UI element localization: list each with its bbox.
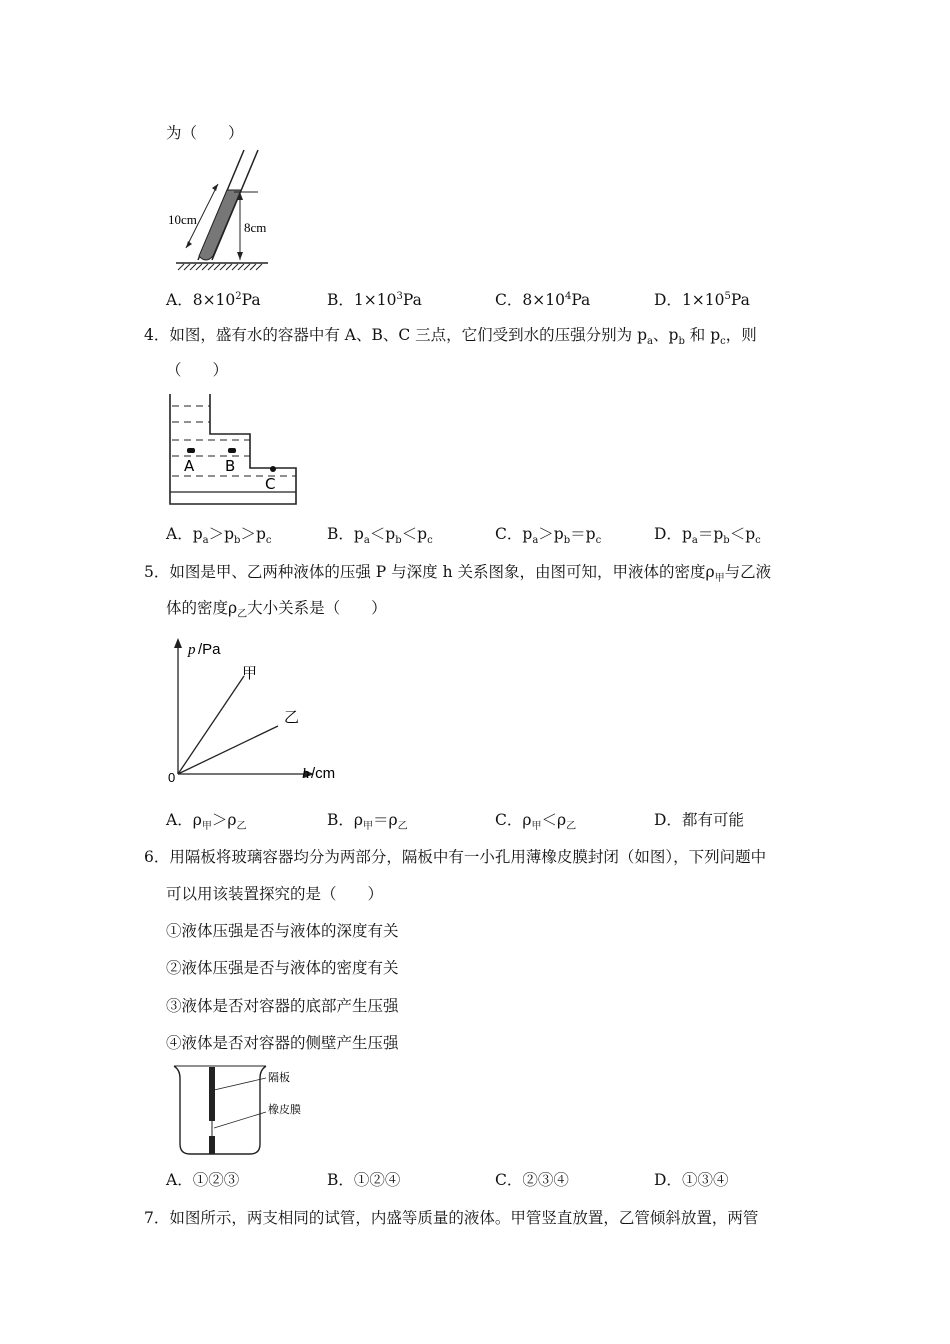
q6-item-1: ①液体压强是否与液体的深度有关 [166,922,399,940]
q5-pressure-depth-graph [166,636,342,784]
q5-xlabel-h: h [302,766,310,782]
q4-point-a-label: A [184,457,195,475]
q4-point-b-label: B [225,457,236,475]
q3-option-b[interactable]: B．$1\times 10^3Pa$ [327,291,422,310]
q3-tail: 为（ ） [166,124,244,142]
q4-stem-line1: 4．如图，盛有水的容器中有 A、B、C 三点，它们受到水的压强分别为 $p_a$、$p_b$ 和 $p_c$，则 [144,326,757,348]
q6-option-d[interactable]: D．①③④ [654,1171,729,1189]
q5-option-a[interactable]: A．$\rho_甲>\rho_乙$ [166,811,247,833]
q3-option-a[interactable]: A．$8\times 10^2Pa$ [166,291,261,310]
q6-option-a[interactable]: A．①②③ [166,1171,240,1189]
q6-stem-line2: 可以用该装置探究的是（ ） [166,885,384,903]
q6-option-c[interactable]: C．②③④ [495,1171,569,1189]
q5-option-c[interactable]: C．$\rho_甲<\rho_乙$ [495,811,577,833]
q4-option-b[interactable]: B．$p_a<p_b<p_c$ [327,525,433,547]
q4-option-d[interactable]: D．$p_a=p_b<p_c$ [654,525,761,547]
q5-option-d[interactable]: D．都有可能 [654,811,744,829]
q7-stem-line1: 7．如图所示，两支相同的试管，内盛等质量的液体。甲管竖直放置，乙管倾斜放置，两管 [144,1209,759,1227]
q4-container-figure [166,392,300,508]
q3-option-c[interactable]: C．$8\times 10^4Pa$ [495,291,591,310]
q6-membrane-label: 橡皮膜 [268,1103,301,1116]
q6-item-4: ④液体是否对容器的侧壁产生压强 [166,1034,399,1052]
q6-item-3: ③液体是否对容器的底部产生压强 [166,997,399,1015]
q5-option-b[interactable]: B．$\rho_甲=\rho_乙$ [327,811,408,833]
q5-line-jia-label: 甲 [242,664,258,682]
q6-partition-label: 隔板 [268,1071,290,1084]
q4-stem-line2: （ ） [166,361,229,379]
q5-line-yi-label: 乙 [284,708,300,726]
q6-option-b[interactable]: B．①②④ [327,1171,401,1189]
q4-option-c[interactable]: C．$p_a>p_b=p_c$ [495,525,602,547]
q4-point-c-label: C [265,475,276,493]
q5-stem-line1: 5．如图是甲、乙两种液体的压强 P 与深度 h 关系图象，由图可知，甲液体的密度$\rho_甲$与乙液 [144,563,772,585]
q3-len-label: 10cm [168,212,197,227]
q5-origin-label: 0 [168,770,176,784]
q4-option-a[interactable]: A．$p_a>p_b>p_c$ [166,525,272,547]
q3-option-d[interactable]: D．$1\times 10^5Pa$ [654,291,750,310]
q6-item-2: ②液体压强是否与液体的密度有关 [166,959,399,977]
q6-stem-line1: 6．用隔板将玻璃容器均分为两部分，隔板中有一小孔用薄橡皮膜封闭（如图），下列问题中 [144,848,767,866]
q5-ylabel-p: p [188,642,196,658]
q5-ylabel-unit: /Pa [198,641,221,658]
q3-height-label: 8cm [244,220,267,235]
q3-tube-figure [168,148,278,272]
q5-stem-line2: 体的密度$\rho_乙$大小关系是（ ） [166,599,387,621]
q6-beaker-figure [168,1062,318,1160]
q5-xlabel-unit: /cm [311,765,336,782]
